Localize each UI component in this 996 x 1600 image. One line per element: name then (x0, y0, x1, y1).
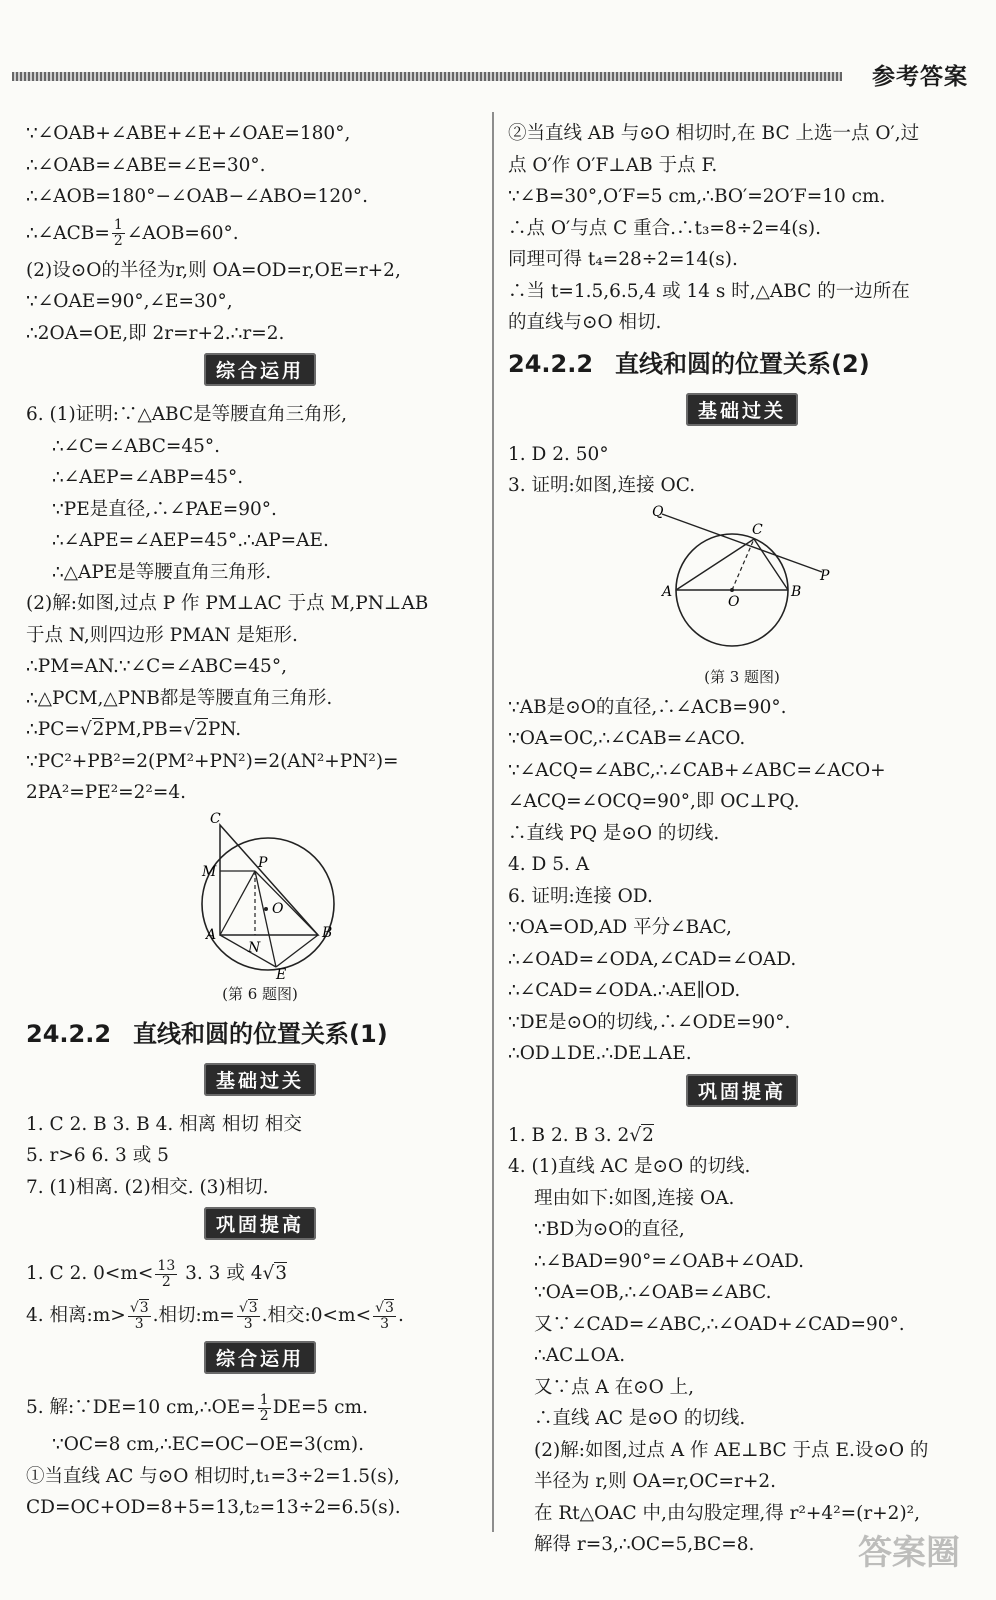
text-line: 7. (1)相离. (2)相交. (3)相切. (26, 1176, 269, 1198)
text-line: 同理可得 t₄=28÷2=14(s). (508, 249, 738, 270)
label-q: Q (652, 503, 664, 520)
label-c: C (210, 810, 221, 827)
text-line: ∴AC⊥OA. (534, 1345, 626, 1366)
watermark-logo: 答案圈 (858, 1533, 960, 1573)
text-line: ∵OA=OB,∴∠OAB=∠ABC. (534, 1282, 772, 1303)
text-line: ∴∠AEP=∠ABP=45°. (52, 467, 244, 488)
section-badge: 基础过关 (686, 393, 798, 426)
text-line: ∴当 t=1.5,6.5,4 或 14 s 时,△ABC 的一边所在 (508, 280, 910, 302)
label-o: O (272, 900, 284, 917)
section-badge: 基础过关 (204, 1063, 316, 1096)
text-line: (2)解:如图,过点 P 作 PM⊥AC 于点 M,PN⊥AB (26, 593, 429, 614)
text-line: ∴∠APE=∠AEP=45°.∴AP=AE. (52, 530, 329, 551)
figure-caption: (第 3 题图) (704, 667, 780, 686)
text-line: ∵DE是⊙O的切线,∴∠ODE=90°. (508, 1011, 791, 1033)
text-line: ∵PC²+PB²=2(PM²+PN²)=2(AN²+PN²)= (26, 750, 399, 772)
section-badge: 巩固提高 (686, 1074, 798, 1107)
text-line: ②当直线 AB 与⊙O 相切时,在 BC 上选一点 O′,过 (508, 123, 920, 144)
text-line: 于点 N,则四边形 PMAN 是矩形. (26, 624, 298, 646)
label-o: O (728, 593, 740, 610)
label-a: A (662, 583, 673, 600)
text-line: 4. (1)直线 AC 是⊙O 的切线. (508, 1156, 751, 1177)
section-title: 24.2.2 直线和圆的位置关系(1) (26, 1019, 388, 1048)
text-line: 5. r>6 6. 3 或 5 (26, 1145, 169, 1166)
text-line: 1. C 2. B 3. B 4. 相离 相切 相交 (26, 1113, 302, 1135)
text-line: ∵∠ACQ=∠ABC,∴∠CAB+∠ABC=∠ACO+ (508, 759, 886, 781)
text-line: ∴∠OAD=∠ODA,∠CAD=∠OAD. (508, 948, 797, 970)
text-line-acb: ∴∠ACB= $\frac{1}{2}$ ∠AOB=60°. (26, 217, 239, 249)
text-line: ∴直线 AC 是⊙O 的切线. (534, 1408, 746, 1429)
text-line: ∴OD⊥DE.∴DE⊥AE. (508, 1043, 692, 1064)
section-badge: 巩固提高 (204, 1207, 316, 1240)
label-n: N (248, 939, 261, 956)
text-line: 点 O′作 O′F⊥AB 于点 F. (508, 154, 718, 176)
text-line-q1c: 1. C 2. 0<m< $\frac{13}{2}$ 3. 3 或 4√3 (26, 1257, 288, 1290)
text-line-q5: 5. 解:∵DE=10 cm,∴OE= $\frac{1}{2}$ DE=5 cm. (26, 1391, 368, 1424)
text-line: ∵BD为⊙O的直径, (534, 1219, 685, 1240)
figure-3-diagram (652, 502, 832, 662)
text-line: ∴2OA=OE,即 2r=r+2.∴r=2. (26, 322, 285, 344)
label-c: C (752, 521, 763, 538)
text-line: 6. (1)证明:∵△ABC是等腰直角三角形, (26, 404, 348, 425)
text-line: ∠ACQ=∠OCQ=90°,即 OC⊥PQ. (508, 791, 800, 812)
figure-caption: (第 6 题图) (222, 984, 298, 1003)
text-line: ∵∠OAE=90°,∠E=30°, (26, 291, 233, 312)
text-line-q1b: 1. B 2. B 3. 2√2 (508, 1124, 654, 1146)
text-line-q4: 4. 相离:m> $\frac{√3}{3}$ .相切:m= $\frac{√3}{3}$ .相交:0<m< $\frac{√3}{3}$ . (26, 1299, 404, 1332)
text-line: ∴∠C=∠ABC=45°. (52, 435, 221, 457)
text-line: ∵OC=8 cm,∴EC=OC−OE=3(cm). (52, 1434, 364, 1455)
text-line: ∴∠CAD=∠ODA.∴AE∥OD. (508, 980, 741, 1001)
text-line: 6. 证明:连接 OD. (508, 885, 653, 907)
text-line: ∵OA=OC,∴∠CAB=∠ACO. (508, 728, 746, 749)
label-m: M (202, 863, 217, 880)
text-line: (2)解:如图,过点 A 作 AE⊥BC 于点 E.设⊙O 的 (534, 1439, 929, 1461)
text-line: (2)设⊙O的半径为r,则 OA=OD=r,OE=r+2, (26, 259, 401, 281)
text-line: 1. D 2. 50° (508, 443, 609, 465)
header-title: 参考答案 (872, 64, 968, 90)
text-line: ∴△APE是等腰直角三角形. (52, 561, 272, 583)
label-b: B (322, 924, 333, 941)
text-line: ∵AB是⊙O的直径,∴∠ACB=90°. (508, 696, 787, 718)
text-line: 又∵∠CAD=∠ABC,∴∠OAD+∠CAD=90°. (534, 1313, 905, 1335)
right-column (508, 118, 976, 1561)
text-line: ∵∠OAB+∠ABE+∠E+∠OAE=180°, (26, 123, 351, 144)
label-b: B (791, 583, 802, 600)
text-line: 的直线与⊙O 相切. (508, 312, 662, 333)
section-badge: 综合运用 (204, 1341, 316, 1374)
text-line: 3. 证明:如图,连接 OC. (508, 475, 696, 496)
text-line: CD=OC+OD=8+5=13,t₂=13÷2=6.5(s). (26, 1497, 401, 1518)
text-line: 解得 r=3,∴OC=5,BC=8. (534, 1534, 755, 1555)
text-line: ∴PM=AN.∵∠C=∠ABC=45°, (26, 656, 287, 677)
text-line: 理由如下:如图,连接 OA. (534, 1187, 735, 1209)
text-line: ∵OA=OD,AD 平分∠BAC, (508, 917, 732, 938)
label-p: P (258, 854, 268, 871)
label-a: A (206, 926, 217, 943)
label-e: E (276, 966, 287, 979)
text-line: 在 Rt△OAC 中,由勾股定理,得 r²+4²=(r+2)², (534, 1502, 920, 1524)
text-line: ∴△PCM,△PNB都是等腰直角三角形. (26, 687, 333, 709)
left-column (26, 118, 494, 1524)
text-line: ∴∠AOB=180°−∠OAB−∠ABO=120°. (26, 186, 368, 207)
text-line: ∴直线 PQ 是⊙O 的切线. (508, 822, 720, 844)
text-line: ∵∠B=30°,O′F=5 cm,∴BO′=2O′F=10 cm. (508, 186, 886, 207)
section-title: 24.2.2 直线和圆的位置关系(2) (508, 349, 870, 378)
figure-3 (508, 502, 976, 662)
text-line: ∴∠OAB=∠ABE=∠E=30°. (26, 154, 266, 176)
figure-6 (26, 809, 494, 979)
text-line: ∵PE是直径,∴∠PAE=90°. (52, 498, 277, 520)
label-p: P (820, 567, 830, 584)
text-line: 2PA²=PE²=2²=4. (26, 782, 187, 803)
section-badge: 综合运用 (204, 353, 316, 386)
text-line: ∴∠BAD=90°=∠OAB+∠OAD. (534, 1250, 805, 1272)
header-rule (12, 72, 842, 81)
text-line: ①当直线 AC 与⊙O 相切时,t₁=3÷2=1.5(s), (26, 1465, 400, 1487)
text-line-pc: ∴PC=√2PM,PB=√2PN. (26, 719, 242, 740)
figure-6-diagram (180, 809, 340, 979)
text-line: 半径为 r,则 OA=r,OC=r+2. (534, 1471, 776, 1492)
text-line: 4. D 5. A (508, 854, 590, 875)
text-line: ∴点 O′与点 C 重合.∴t₃=8÷2=4(s). (508, 217, 822, 239)
text-line: 又∵点 A 在⊙O 上, (534, 1376, 695, 1398)
